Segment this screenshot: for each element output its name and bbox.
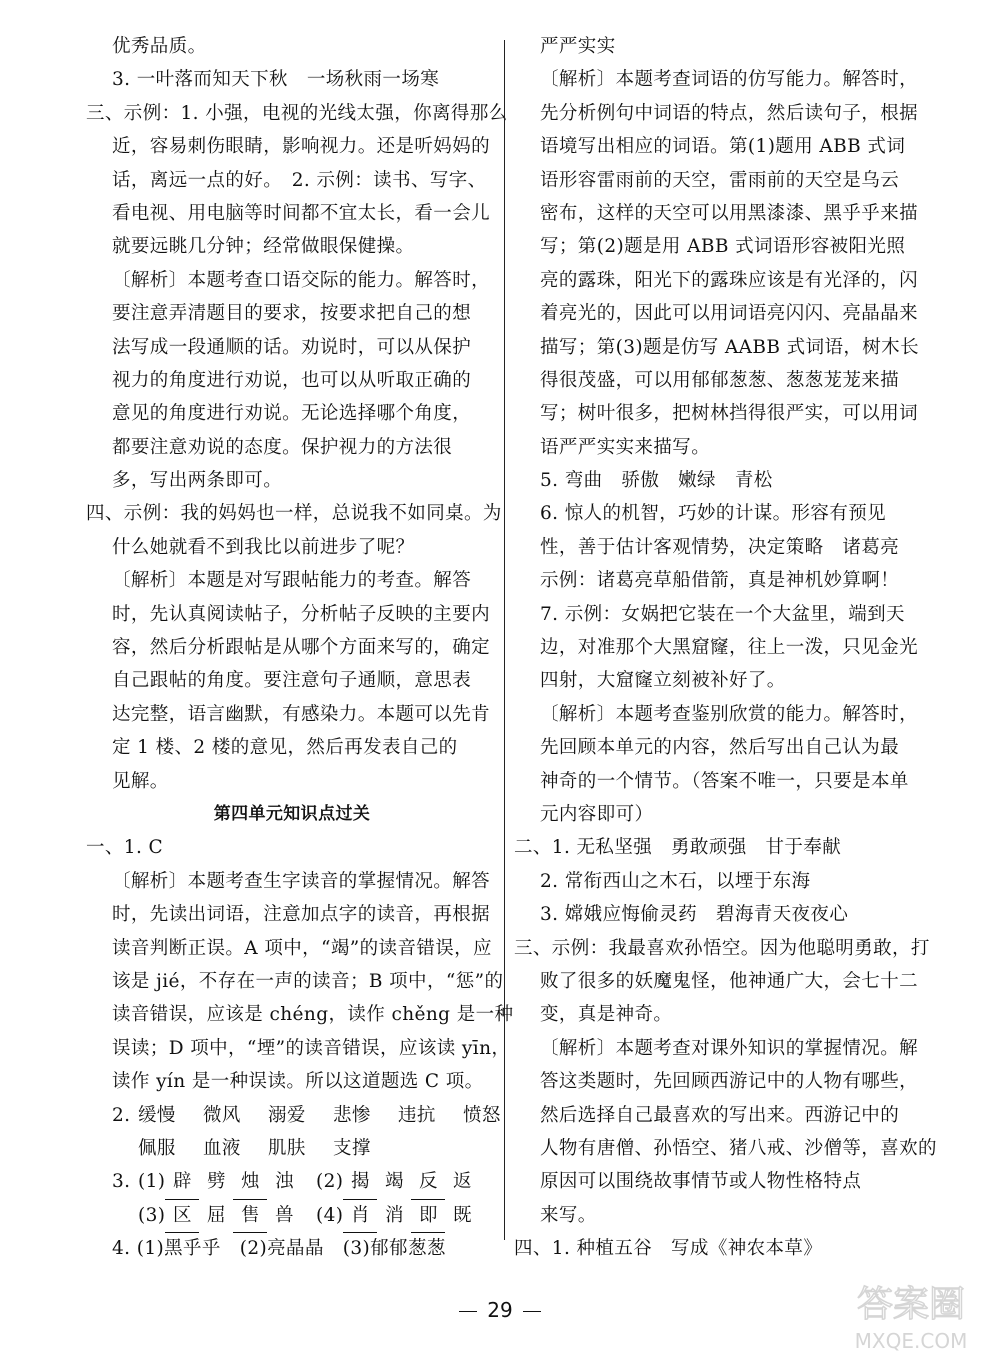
text-line: 语严严实实来描写。 <box>540 436 711 458</box>
char-item: 售 <box>233 1199 267 1233</box>
text-line: 时，先读出词语，注意加点字的读音，再根据 <box>112 904 491 926</box>
char-item: 区 <box>165 1199 199 1233</box>
text-line: 容，然后分析跟帖是从哪个方面来写的，确定 <box>112 637 491 659</box>
text-line: 人物有唐僧、孙悟空、猪八戒、沙僧等，喜欢的 <box>540 1137 937 1159</box>
watermark-subtext: MXQE.COM <box>854 1329 968 1353</box>
word-item: 支撑 <box>333 1137 371 1159</box>
text-line: 写；第(2)题是用 ABB 式词语形容被阳光照 <box>540 236 906 258</box>
text-line: 〔解析〕本题考查鉴别欣赏的能力。解答时， <box>540 703 919 725</box>
text-line: 读音判断正误。A 项中，“竭”的读音错误，应 <box>112 937 492 959</box>
column-divider <box>504 40 505 1240</box>
sub-number: (2) <box>316 1171 344 1193</box>
watermark-text: 答案圈 <box>856 1284 966 1325</box>
char-item: 兽 <box>274 1204 294 1226</box>
text-line: 得很茂盛，可以用郁郁葱葱、葱葱茏茏来描 <box>540 369 900 391</box>
text-line: 四、1. 种植五谷 写成《神农本草》 <box>514 1238 823 1260</box>
text-line: 自己跟帖的角度。要注意句子通顺，意思表 <box>112 670 472 692</box>
text-line: 2. 常衔西山之木石，以堙于东海 <box>540 870 811 892</box>
sub-number: (1) <box>138 1171 166 1193</box>
text-line: 时，先认真阅读帖子，分析帖子反映的主要内 <box>112 603 491 625</box>
char-group <box>138 1199 316 1233</box>
text-line: 该是 jié，不存在一声的读音；B 项中，“惩”的 <box>112 970 504 992</box>
word-item: 肌肤 <box>268 1137 306 1159</box>
word-item: 愤怒 <box>463 1104 501 1126</box>
text-line: 四射，大窟窿立刻被补好了。 <box>540 670 786 692</box>
text-line: 看电视、用电脑等时间都不宜太长，看一会儿 <box>112 202 491 224</box>
page-dash-left <box>459 1311 477 1312</box>
page-number-text: 29 <box>487 1298 513 1322</box>
text-line: 〔解析〕本题是对写跟帖能力的考查。解答 <box>112 570 472 592</box>
text-line: 误读；D 项中，“堙”的读音错误，应该读 yīn， <box>112 1037 511 1059</box>
text-line: 〔解析〕本题考查词语的仿写能力。解答时， <box>540 69 919 91</box>
text-line: 读音错误，应该是 chéng，读作 chěng 是一种 <box>112 1004 514 1026</box>
char-item: 既 <box>452 1204 472 1226</box>
char-group <box>316 1165 494 1199</box>
answer-q4: 4. (1)黑乎乎 (2)亮晶晶 (3)郁郁葱葱 <box>112 1238 446 1260</box>
text-line: 原因可以围绕故事情节或人物性格特点 <box>540 1171 862 1193</box>
text-line: 话，离远一点的好。 2. 示例：读书、写字、 <box>112 169 487 191</box>
text-line: 败了很多的妖魔鬼怪，他神通广大，会七十二 <box>540 970 919 992</box>
word-item: 溺爱 <box>268 1104 306 1126</box>
text-line: 三、示例：1. 小强，电视的光线太强，你离得那么 <box>86 102 508 124</box>
text-line: 意见的角度进行劝说。无论选择哪个角度， <box>112 403 472 425</box>
text-line: 来写。 <box>540 1204 597 1226</box>
text-line: 然后选择自己最喜欢的写出来。西游记中的 <box>540 1104 900 1126</box>
text-line: 〔解析〕本题考查对课外知识的掌握情况。解 <box>540 1037 919 1059</box>
word-item: 微风 <box>203 1104 241 1126</box>
char-pair-row <box>86 1199 498 1232</box>
text-line: 3. 一叶落而知天下秋 一场秋雨一场寒 <box>112 69 440 91</box>
question-number: 2. <box>112 1104 131 1126</box>
word-item: 缓慢 <box>138 1104 176 1126</box>
text-line: 一、1. C <box>86 837 164 859</box>
text-line: 写；树叶很多，把树林挡得很严实，可以用词 <box>540 403 919 425</box>
text-line: 读作 yín 是一种误读。所以这道题选 C 项。 <box>112 1071 484 1093</box>
text-line: 先分析例句中词语的特点，然后读句子，根据 <box>540 102 919 124</box>
char-item: 消 <box>384 1204 404 1226</box>
text-line: 严严实实 <box>540 36 616 57</box>
char-item: 浊 <box>274 1171 294 1193</box>
text-line: 二、1. 无私坚强 勇敢顽强 甘于奉献 <box>514 837 842 859</box>
text-line: 语形容雷雨前的天空，雷雨前的天空是乌云 <box>540 169 900 191</box>
char-item: 返 <box>452 1171 472 1193</box>
char-pair-row <box>86 1165 498 1198</box>
text-line: 亮的露珠，阳光下的露珠应该是有光泽的，闪 <box>540 269 919 291</box>
text-line: 边，对准那个大黑窟窿，往上一泼，只见金光 <box>540 637 919 659</box>
char-item: 屈 <box>206 1204 226 1226</box>
char-item: 劈 <box>206 1171 226 1193</box>
text-line: 见解。 <box>112 770 169 792</box>
char-item: 烛 <box>233 1165 267 1199</box>
question-number: 3. <box>112 1171 131 1193</box>
text-line: 多，写出两条即可。 <box>112 470 283 492</box>
section-heading: 第四单元知识点过关 <box>213 803 371 824</box>
text-line: 什么她就看不到我比以前进步了呢？ <box>112 536 415 558</box>
char-item: 辟 <box>165 1165 199 1199</box>
text-line: 视力的角度进行劝说，也可以从听取正确的 <box>112 369 472 391</box>
word-item: 悲惨 <box>333 1104 371 1126</box>
text-line: 密布，这样的天空可以用黑漆漆、黑乎乎来描 <box>540 202 919 224</box>
text-line: 6. 惊人的机智，巧妙的计谋。形容有预见 <box>540 503 887 525</box>
text-line: 近，容易刺伤眼睛，影响视力。还是听妈妈的 <box>112 136 491 158</box>
text-line: 三、示例：我最喜欢孙悟空。因为他聪明勇敢，打 <box>514 937 930 959</box>
char-item: 反 <box>411 1165 445 1199</box>
word-row <box>86 1132 498 1165</box>
text-line: 优秀品质。 <box>112 36 207 57</box>
char-item: 即 <box>411 1199 445 1233</box>
char-item: 肖 <box>343 1199 377 1233</box>
watermark-logo <box>836 1268 986 1358</box>
text-line: 元内容即可） <box>540 803 654 825</box>
sub-number: (3) <box>138 1204 166 1226</box>
text-line: 着亮光的，因此可以用词语亮闪闪、亮晶晶来 <box>540 303 919 325</box>
right-column <box>514 30 937 1265</box>
text-line: 5. 弯曲 骄傲 嫩绿 青松 <box>540 470 773 492</box>
word-item: 违抗 <box>398 1104 436 1126</box>
text-line: 答这类题时，先回顾西游记中的人物有哪些， <box>540 1071 919 1093</box>
text-line: 神奇的一个情节。（答案不唯一，只要是本单 <box>540 770 909 792</box>
text-line: 都要注意劝说的态度。保护视力的方法很 <box>112 436 453 458</box>
word-item: 佩服 <box>138 1137 176 1159</box>
text-line: 就要远眺几分钟；经常做眼保健操。 <box>112 236 415 258</box>
text-line: 3. 嫦娥应悔偷灵药 碧海青天夜夜心 <box>540 904 849 926</box>
left-column <box>86 30 514 1265</box>
text-line: 示例：诸葛亮草船借箭，真是神机妙算啊！ <box>540 570 900 592</box>
page-dash-right <box>523 1311 541 1312</box>
sub-number: (4) <box>316 1204 344 1226</box>
char-item: 揭 <box>343 1165 377 1199</box>
text-line: 达完整，语言幽默，有感染力。本题可以先肯 <box>112 703 491 725</box>
word-item: 血液 <box>203 1137 241 1159</box>
text-line: 语境写出相应的词语。第(1)题用 ABB 式词 <box>540 136 906 158</box>
text-line: 定 1 楼、2 楼的意见，然后再发表自己的 <box>112 737 458 759</box>
text-line: 〔解析〕本题考查生字读音的掌握情况。解答 <box>112 870 491 892</box>
text-line: 法写成一段通顺的话。劝说时，可以从保护 <box>112 336 472 358</box>
char-group <box>138 1165 316 1199</box>
char-item: 竭 <box>384 1171 404 1193</box>
char-group <box>316 1199 494 1233</box>
text-line: 性，善于估计客观情势，决定策略 诸葛亮 <box>540 536 900 558</box>
text-line: 先回顾本单元的内容，然后写出自己认为最 <box>540 737 900 759</box>
word-row <box>86 1099 501 1132</box>
text-line: 描写；第(3)题是仿写 AABB 式词语，树木长 <box>540 336 919 358</box>
text-line: 变，真是神奇。 <box>540 1004 673 1026</box>
text-line: 四、示例：我的妈妈也一样，总说我不如同桌。为 <box>86 503 502 525</box>
text-line: 〔解析〕本题考查口语交际的能力。解答时， <box>112 269 491 291</box>
text-line: 7. 示例：女娲把它装在一个大盆里，端到天 <box>540 603 905 625</box>
text-line: 要注意弄清题目的要求，按要求把自己的想 <box>112 303 472 325</box>
